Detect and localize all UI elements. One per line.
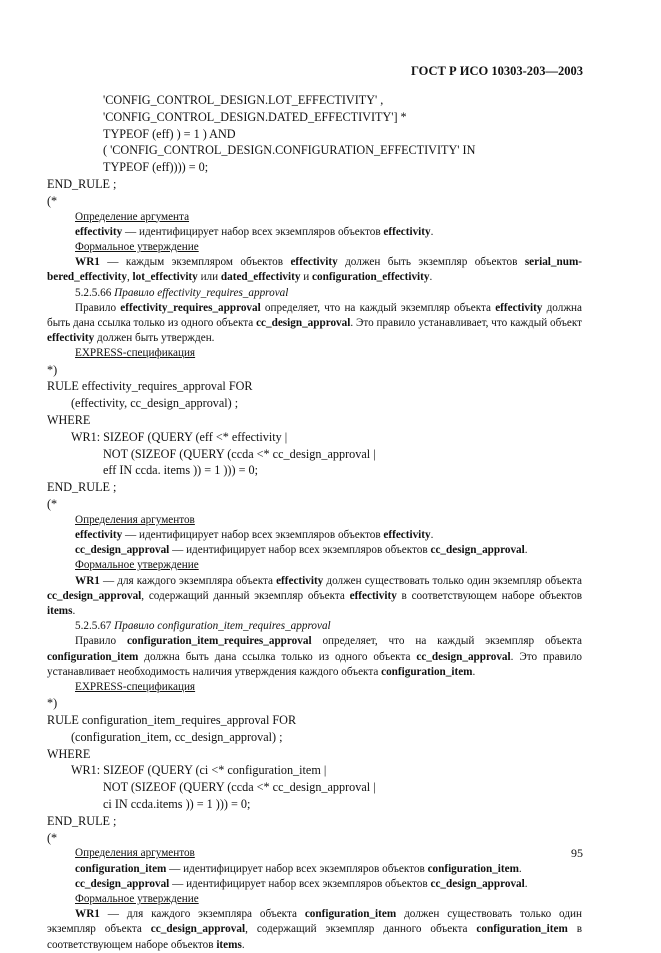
- section-title: 5.2.5.67 Правило configuration_item_requires_approval: [75, 620, 331, 633]
- section-title: 5.2.5.66 Правило effectivity_requires_approval: [75, 286, 289, 299]
- code-line: WHERE: [47, 746, 91, 761]
- code-line: (*: [47, 830, 58, 845]
- arg-heading: Определение аргумента: [75, 210, 190, 223]
- formal-statement: WR1 — для каждого экземпляра объекта configuration_item должен существовать только один экземпляр объекта cc_design_approval, содержащий экземпляр данного объекта configuration_item в соответствующем наборе объектов items.: [47, 908, 582, 951]
- express-heading: EXPRESS-спецификация: [75, 681, 196, 694]
- code-line: 'CONFIG_CONTROL_DESIGN.LOT_EFFECTIVITY' ,: [103, 93, 384, 107]
- code-line: eff IN ccda. items )) = 1 ))) = 0;: [103, 463, 258, 478]
- code-line: (configuration_item, cc_design_approval) ;: [71, 729, 283, 744]
- page-content: [47, 92, 582, 953]
- args-heading: Определения аргументов: [75, 847, 195, 860]
- code-line: RULE effectivity_requires_approval FOR: [47, 379, 253, 394]
- arg-definition: configuration_item — идентифицирует набор всех экземпляров объектов configuration_item.: [75, 862, 522, 875]
- code-line: WR1: SIZEOF (QUERY (eff <* effectivity |: [71, 429, 288, 444]
- code-line: *): [47, 362, 58, 377]
- arg-definition: effectivity — идентифицирует набор всех экземпляров объектов effectivity.: [75, 225, 434, 238]
- code-line: 'CONFIG_CONTROL_DESIGN.DATED_EFFECTIVITY'] *: [103, 109, 407, 124]
- express-heading: EXPRESS-спецификация: [75, 347, 196, 360]
- args-heading: Определения аргументов: [75, 513, 195, 526]
- code-line: END_RULE ;: [47, 813, 117, 828]
- code-line: NOT (SIZEOF (QUERY (ccda <* cc_design_approval |: [103, 446, 376, 461]
- code-line: (effectivity, cc_design_approval) ;: [71, 396, 239, 411]
- code-line: WHERE: [47, 413, 91, 427]
- arg-definition: cc_design_approval — идентифицирует набор всех экземпляров объектов cc_design_approval.: [75, 877, 528, 890]
- formal-statement: WR1 — для каждого экземпляра объекта effectivity должен существовать только один экземпляр объекта cc_design_approval, содержащий данный экземпляр объекта effectivity в соответствующем наборе объектов items.: [47, 574, 583, 617]
- code-line: RULE configuration_item_requires_approval FOR: [47, 713, 297, 728]
- code-line: END_RULE ;: [47, 176, 117, 191]
- code-line: END_RULE ;: [47, 480, 117, 495]
- arg-definition: effectivity — идентифицирует набор всех экземпляров объектов effectivity.: [75, 528, 434, 541]
- formal-statement: WR1 — каждым экземпляром объектов effectivity должен быть экземпляр объектов serial_num-bered_effectivity, lot_effectivity или dated_effectivity и configuration_effectivity.: [47, 256, 582, 284]
- code-line: ci IN ccda.items )) = 1 ))) = 0;: [103, 797, 251, 811]
- formal-heading: Формальное утверждение: [75, 893, 199, 905]
- code-line: TYPEOF (eff) ) = 1 ) AND: [103, 126, 236, 141]
- code-line: ( 'CONFIG_CONTROL_DESIGN.CONFIGURATION_EFFECTIVITY' IN: [103, 143, 476, 158]
- code-line: WR1: SIZEOF (QUERY (ci <* configuration_item |: [71, 763, 327, 778]
- page-number: 95: [571, 846, 583, 860]
- code-line: (*: [47, 193, 58, 208]
- section-paragraph: Правило configuration_item_requires_approval определяет, что на каждый экземпляр объекта configuration_item должна быть дана ссылка только из одного объекта cc_design_approval. Это правило устанавливает необходимость наличия утверждения каждого объекта configuration_item.: [47, 635, 582, 678]
- formal-heading: Формальное утверждение: [75, 559, 199, 572]
- code-line: NOT (SIZEOF (QUERY (ccda <* cc_design_approval |: [103, 780, 376, 795]
- code-line: *): [47, 696, 58, 711]
- arg-definition: cc_design_approval — идентифицирует набор всех экземпляров объектов cc_design_approval.: [75, 544, 528, 557]
- section-paragraph: Правило effectivity_requires_approval определяет, что на каждый экземпляр объекта effectivity должна быть дана ссылка только из одного объекта cc_design_approval. Это правило устанавливает, что каждый объект effectivity должен быть утвержден.: [47, 301, 582, 345]
- page-header: ГОСТ Р ИСО 10303-203—2003: [410, 64, 583, 78]
- formal-heading: Формальное утверждение: [75, 240, 199, 253]
- code-line: (*: [47, 496, 58, 511]
- code-line: TYPEOF (eff)))) = 0;: [103, 160, 209, 175]
